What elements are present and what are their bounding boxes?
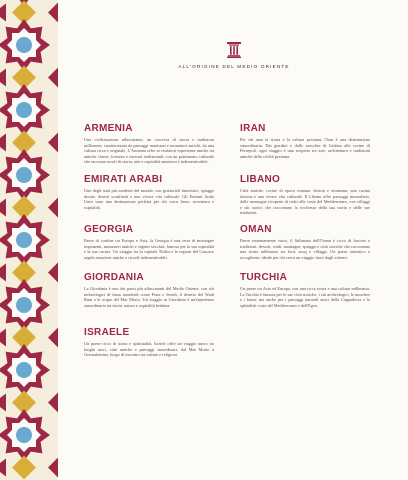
section-title: EMIRATI ARABI xyxy=(84,174,163,185)
section-title: GIORDANIA xyxy=(84,272,144,283)
section-armenia xyxy=(84,123,214,165)
section-text: Una civilizzazione affascinante, un crocevia di storia e tradizioni millenarie, caratterizzata da paesaggi montuosi e monasteri antichi, da una cultura ricca e originale. L'Armenia offre ai visitatori esperienze uniche tra antiche chiese, fortezze e mercati tradizionali, con un patrimonio culturale che racconta secoli di storia, arte e ospitalità autentica e indimenticabile. xyxy=(84,137,214,165)
tile-medallion xyxy=(16,427,32,443)
section-title: ARMENIA xyxy=(84,123,133,134)
section-text: La Giordania è uno dei paesi più affascinanti del Medio Oriente, con siti archeologici di fama mondiale come Petra e Jerash, il deserto del Wadi Rum e le acque del Mar Morto. Un viaggio in Giordania è un'esperienza straordinaria tra storia, natura e ospitalità beduina. xyxy=(84,286,214,308)
tile-medallion xyxy=(16,297,32,313)
tile-medallion xyxy=(16,37,32,53)
section-israele xyxy=(84,327,214,358)
section-title: IRAN xyxy=(240,123,266,134)
tile-medallion xyxy=(16,362,32,378)
column-logo-icon xyxy=(227,42,241,58)
decorative-tile-border xyxy=(0,0,58,480)
tagline: ALL'ORIGINE DEL MEDIO ORIENTE xyxy=(178,64,290,69)
section-libano xyxy=(240,174,370,216)
tile-medallion xyxy=(16,232,32,248)
section-text: Città antiche, rovine di epoca romana, fenicia e ottomana, una cucina famosa e una vivace vita culturale. Il Libano offre paesaggi mozzafiato, dalle montagne ricoperte di cedri alle coste del Mediterraneo, con villaggi e siti storici che raccontano la ricchezza della sua storia e delle sue tradizioni. xyxy=(240,188,370,216)
section-text: Paese estremamente vario, il Sultanato dell'Oman è ricco di fascino e tradizioni: deserti, wadi, montagne, spiagge e città storiche che raccontano una storia millenaria tra forti, souq e villaggi. Un paese autentico e accogliente, ideale per chi cerca un viaggio fuori dagli schemi. xyxy=(240,238,370,260)
section-title: OMAN xyxy=(240,224,272,235)
section-text: Un paese tra Asia ed Europa, con una ricca storia e una cultura millenaria. La Turchia è famosa per le sue città storiche, i siti archeologici, le moschee e i bazar, ma anche per i paesaggi naturali unici della Cappadocia e le splendide coste del Mediterraneo e dell'Egeo. xyxy=(240,286,370,308)
section-title: GEORGIA xyxy=(84,224,134,235)
section-text: Uno degli stati più moderni del mondo, con grattacieli futuristici, spiagge dorate, deserti sconfinati e una vivace vita culturale. Gli Emirati Arabi Uniti sono una destinazione perfetta per chi cerca lusso, avventura e ospitalità. xyxy=(84,188,214,210)
section-georgia xyxy=(84,224,214,260)
section-title: TURCHIA xyxy=(240,272,288,283)
section-emirati-arabi xyxy=(84,174,214,210)
section-text: Un paese ricco di storia e spiritualità, Israele offre un viaggio unico tra luoghi sacri, città antiche e paesaggi straordinari, dal Mar Morto a Gerusalemme, luogo di incontro tra culture e religioni. xyxy=(84,341,214,358)
section-iran xyxy=(240,123,370,159)
header xyxy=(150,42,318,69)
section-turchia xyxy=(240,272,370,308)
section-text: Per chi ama la storia e la cultura persiana, l'Iran è una destinazione straordinaria. Dai giardini e dalle moschee di Isfahan alle rovine di Persepoli, ogni viaggio è una scoperta tra arte, architettura e tradizioni antiche della civiltà persiana. xyxy=(240,137,370,159)
tile-medallion xyxy=(16,167,32,183)
section-text: Paese di confine tra Europa e Asia, la Georgia è una terra di montagne imponenti, monasteri antichi e vigneti secolari, famosa per la sua ospitalità e la sua cucina. Un viaggio tra la capitale Tbilisi e le regioni del Caucaso regala emozioni uniche e ricordi indimenticabili. xyxy=(84,238,214,260)
section-giordania xyxy=(84,272,214,308)
section-title: LIBANO xyxy=(240,174,281,185)
section-oman xyxy=(240,224,370,260)
section-title: ISRAELE xyxy=(84,327,130,338)
tile-medallion xyxy=(16,102,32,118)
